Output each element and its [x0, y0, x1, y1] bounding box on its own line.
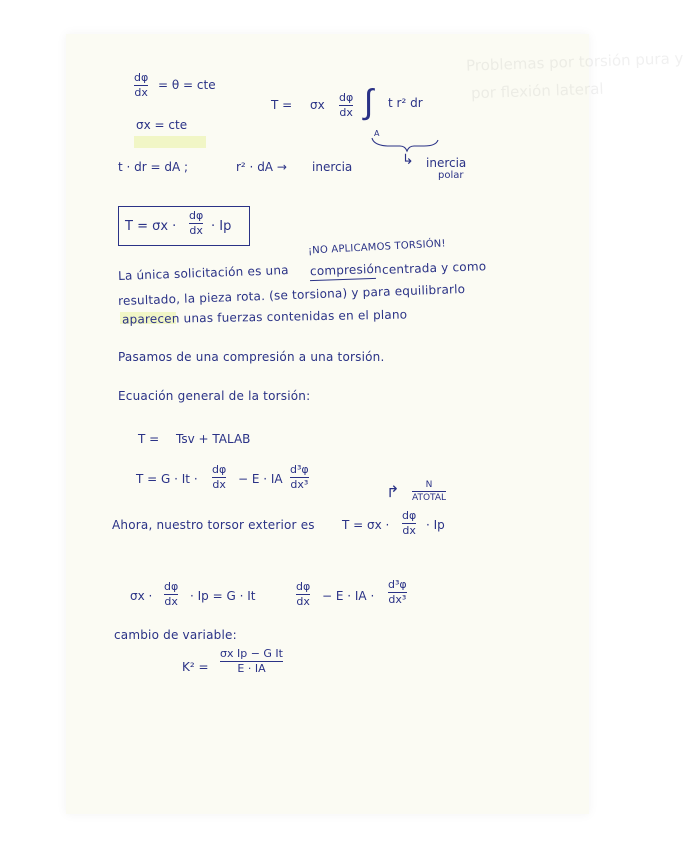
- general-t2-frac2: d³φ dx³: [290, 463, 309, 491]
- no-torsion-note: ¡NO APLICAMOS TORSIÓN!: [307, 238, 446, 257]
- boxed-lhs: T = σx ·: [125, 219, 177, 234]
- change-k-fraction: σx Ip − G It E · IA: [220, 647, 283, 675]
- eq2: σx = cte: [136, 118, 188, 132]
- para1-line1-c: centrada y como: [381, 259, 487, 277]
- boxed-formula: [118, 206, 250, 246]
- eq1-rhs: = θ = cte: [158, 78, 216, 92]
- general-t-terms: Tsv + TALAB: [176, 432, 251, 446]
- boxed-rhs: · Ip: [211, 219, 232, 234]
- para1-line1-a: La única solicitación es una: [117, 263, 289, 283]
- notebook-page: [66, 34, 684, 814]
- balance-lhs: σx ·: [130, 589, 153, 603]
- balance-mid2: − E · IA ·: [322, 589, 375, 603]
- balance-frac2: dφ dx: [296, 580, 311, 608]
- para1-line3: aparecen unas fuerzas contenidas en el plano: [121, 307, 408, 327]
- general-t2-frac1: dφ dx: [212, 463, 227, 491]
- change-k-lhs: K² =: [182, 660, 209, 674]
- integral-limit: A: [374, 129, 380, 138]
- inercia-polar-line2: polar: [438, 170, 464, 181]
- general-t2-mid: − E · IA: [238, 472, 283, 486]
- para3: Ecuación general de la torsión:: [118, 389, 311, 403]
- outer-fraction: dφ dx: [402, 509, 417, 537]
- ghost-title-line1: Problemas por torsión pura y: [465, 49, 684, 75]
- torque-lhs: T =: [271, 98, 293, 112]
- boxed-fraction: dφ dx: [189, 209, 204, 237]
- highlight-1: [134, 136, 206, 148]
- inercia-label: inercia: [312, 160, 353, 174]
- general-t-eq: T =: [138, 432, 160, 446]
- arrow-polar: ↳: [402, 152, 414, 168]
- outer-note-fraction: N ATOTAL: [412, 480, 447, 503]
- ghost-title-line2: por flexión lateral: [470, 79, 604, 103]
- outer-intro: Ahora, nuestro torsor exterior es: [112, 518, 315, 532]
- para1-line1-b: compresión: [309, 261, 383, 279]
- integral-sign: ∫: [364, 82, 374, 122]
- inercia-polar-line1: inercia: [426, 156, 467, 170]
- outer-rhs: · Ip: [426, 518, 445, 532]
- balance-mid1: · Ip = G · It: [190, 589, 256, 603]
- change-label: cambio de variable:: [114, 628, 237, 642]
- general-t2-lhs: T = G · It ·: [136, 472, 198, 486]
- torque-fraction: dφ dx: [339, 91, 354, 119]
- para1-line2: resultado, la pieza rota. (se torsiona) y para equilibrarlo: [117, 281, 466, 309]
- compresion-underline: [310, 278, 376, 281]
- eq4: r² · dA →: [236, 160, 287, 174]
- balance-frac1: dφ dx: [164, 580, 179, 608]
- balance-frac3: d³φ dx³: [388, 578, 407, 606]
- outer-lhs: T = σx ·: [342, 518, 390, 532]
- eq1-fraction: dφ dx: [134, 71, 149, 99]
- outer-note-arrow: ↱: [386, 482, 400, 501]
- torque-sigma: σx: [310, 98, 325, 112]
- integral-body: t r² dr: [388, 96, 423, 110]
- para2: Pasamos de una compresión a una torsión.: [118, 350, 385, 364]
- underbrace: [370, 136, 440, 152]
- eq3: t · dr = dA ;: [118, 160, 189, 174]
